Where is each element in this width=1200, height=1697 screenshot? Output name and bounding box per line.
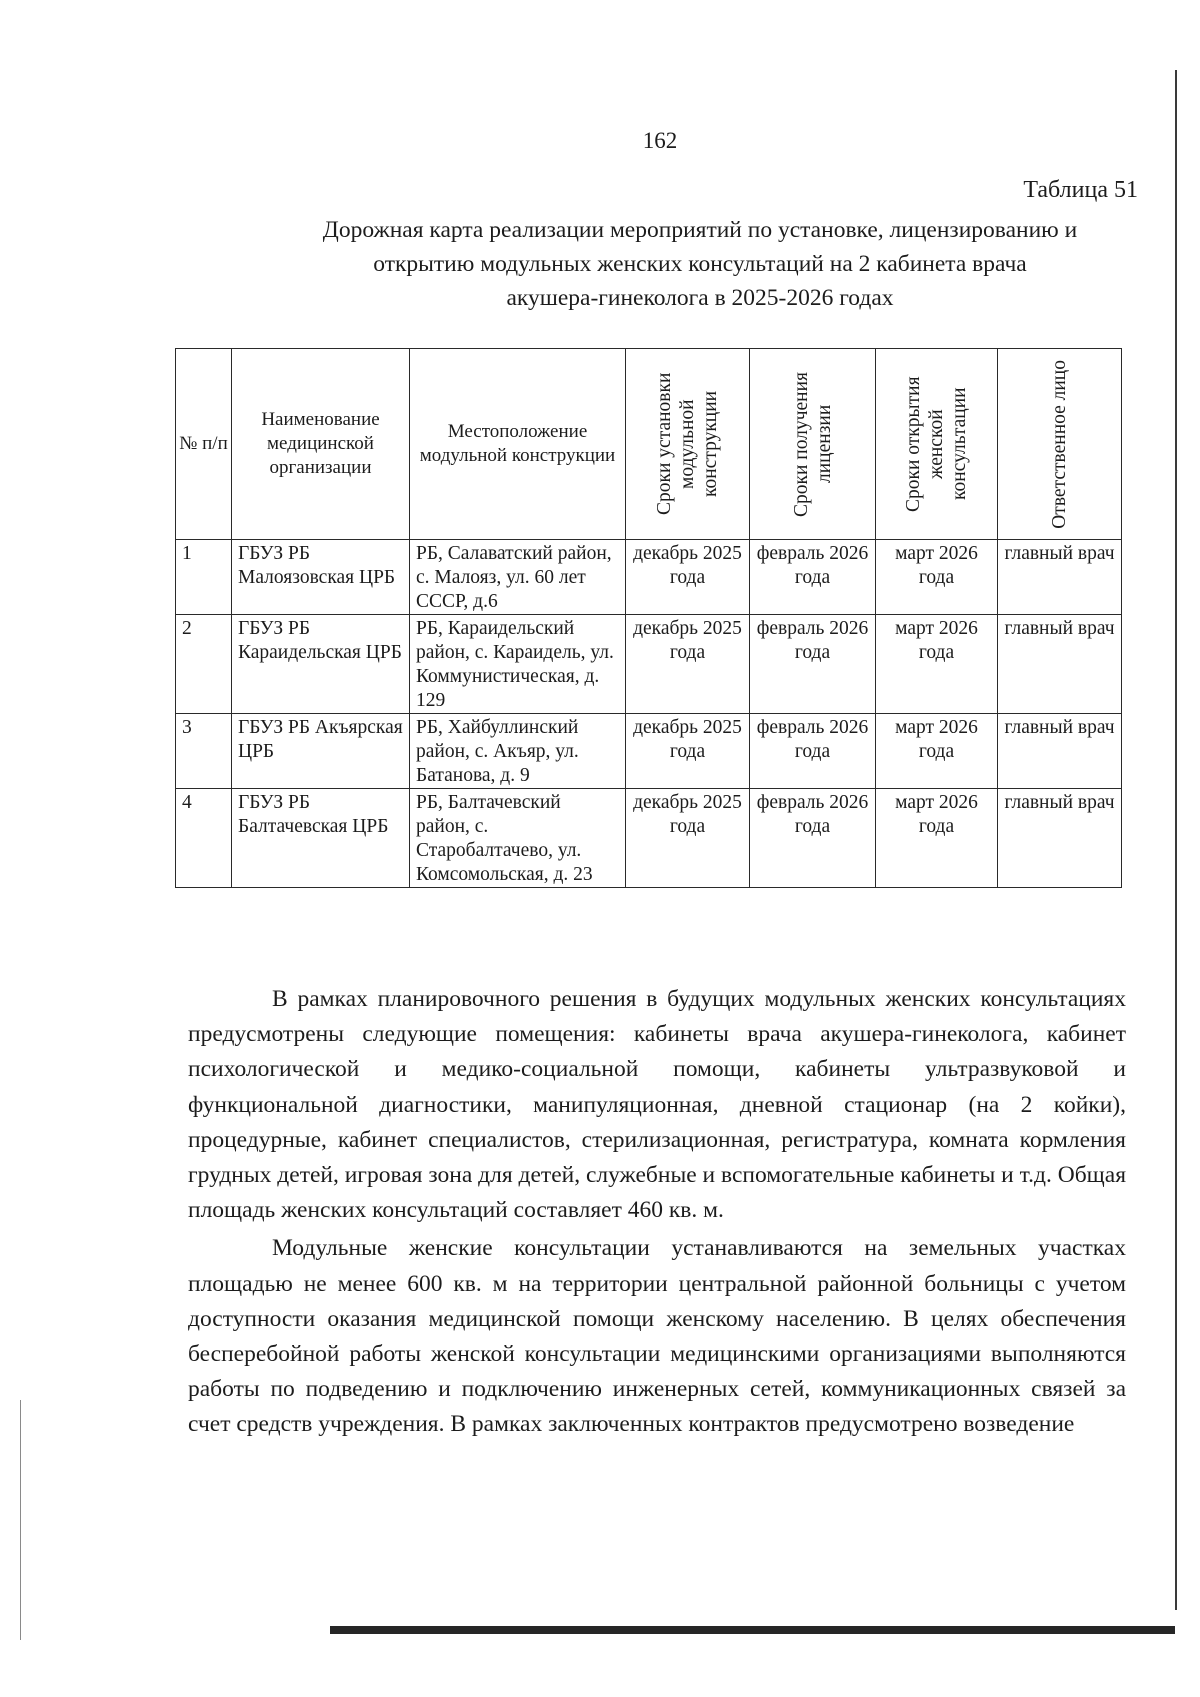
- header-license-term: Сроки получения лицензии: [750, 349, 876, 540]
- body-text: [188, 982, 1126, 1446]
- cell-responsible: главный врач: [998, 714, 1122, 789]
- table-header-row: [176, 349, 1122, 540]
- cell-organization: ГБУЗ РБ Акъярская ЦРБ: [232, 714, 410, 789]
- cell-license-term: февраль 2026 года: [750, 789, 876, 888]
- scan-bottom-bar: [330, 1626, 1175, 1634]
- cell-install-term: декабрь 2025 года: [626, 540, 750, 615]
- cell-number: 2: [176, 615, 232, 714]
- cell-license-term: февраль 2026 года: [750, 714, 876, 789]
- cell-opening-term: март 2026 года: [876, 540, 998, 615]
- header-location: Местоположение модульной конструкции: [410, 349, 626, 540]
- title-line: открытию модульных женских консультаций на 2 кабинета врача: [373, 251, 1027, 277]
- scan-edge-line: [20, 1400, 21, 1640]
- cell-organization: ГБУЗ РБ Караидельская ЦРБ: [232, 615, 410, 714]
- table-label: Таблица 51: [1023, 177, 1138, 203]
- cell-install-term: декабрь 2025 года: [626, 714, 750, 789]
- cell-opening-term: март 2026 года: [876, 714, 998, 789]
- cell-license-term: февраль 2026 года: [750, 615, 876, 714]
- cell-location: РБ, Салаватский район, с. Малояз, ул. 60 лет СССР, д.6: [410, 540, 626, 615]
- cell-number: 4: [176, 789, 232, 888]
- cell-responsible: главный врач: [998, 540, 1122, 615]
- table-row: [176, 714, 1122, 789]
- cell-install-term: декабрь 2025 года: [626, 789, 750, 888]
- cell-location: РБ, Караидельский район, с. Караидель, ул. Коммунистическая, д. 129: [410, 615, 626, 714]
- title-line: Дорожная карта реализации мероприятий по установке, лицензированию и: [322, 217, 1078, 243]
- table-row: [176, 615, 1122, 714]
- header-install-term: Сроки установки модульной конструкции: [626, 349, 750, 540]
- cell-responsible: главный врач: [998, 789, 1122, 888]
- cell-organization: ГБУЗ РБ Малоязовская ЦРБ: [232, 540, 410, 615]
- header-responsible: Ответственное лицо: [998, 349, 1122, 540]
- cell-license-term: февраль 2026 года: [750, 540, 876, 615]
- cell-location: РБ, Балтачевский район, с. Старобалтачево, ул. Комсомольская, д. 23: [410, 789, 626, 888]
- cell-install-term: декабрь 2025 года: [626, 615, 750, 714]
- table-row: [176, 540, 1122, 615]
- cell-number: 3: [176, 714, 232, 789]
- table-row: [176, 789, 1122, 888]
- header-organization: Наименование медицинской организации: [232, 349, 410, 540]
- roadmap-table-wrapper: [175, 348, 1122, 888]
- document-title: [250, 213, 1150, 315]
- page-number: 162: [642, 128, 678, 153]
- paragraph: В рамках планировочного решения в будущих модульных женских консультациях предусмотрены следующие помещения: кабинеты врача акушера-гинеколога, кабинет психологической и медико-социальной помощи, кабинеты ультразвуковой и функциональной диагностики, манипуляционная, дневной стационар (на 2 койки), процедурные, кабинет специалистов, стерилизационная, регистратура, комната кормления грудных детей, игровая зона для детей, служебные и вспомогательные кабинеты и т.д. Общая площадь женских консультаций составляет 460 кв. м.: [188, 986, 1126, 1224]
- cell-opening-term: март 2026 года: [876, 789, 998, 888]
- cell-responsible: главный врач: [998, 615, 1122, 714]
- cell-location: РБ, Хайбуллинский район, с. Акъяр, ул. Батанова, д. 9: [410, 714, 626, 789]
- header-opening-term: Сроки открытия женской консультации: [876, 349, 998, 540]
- cell-opening-term: март 2026 года: [876, 615, 998, 714]
- scan-edge-line: [1175, 70, 1177, 1610]
- title-line: акушера-гинеколога в 2025-2026 годах: [506, 285, 894, 311]
- header-number: № п/п: [176, 349, 232, 540]
- cell-number: 1: [176, 540, 232, 615]
- paragraph: Модульные женские консультации устанавливаются на земельных участках площадью не менее 600 кв. м на территории центральной районной больницы с учетом доступности оказания медицинской помощи женскому населению. В целях обеспечения бесперебойной работы женской консультации медицинскими организациями выполняются работы по подведению и подключению инженерных сетей, коммуникационных связей за счет средств учреждения. В рамках заключенных контрактов предусмотрено возведение: [188, 1235, 1126, 1438]
- cell-organization: ГБУЗ РБ Балтачевская ЦРБ: [232, 789, 410, 888]
- roadmap-table: [175, 348, 1122, 888]
